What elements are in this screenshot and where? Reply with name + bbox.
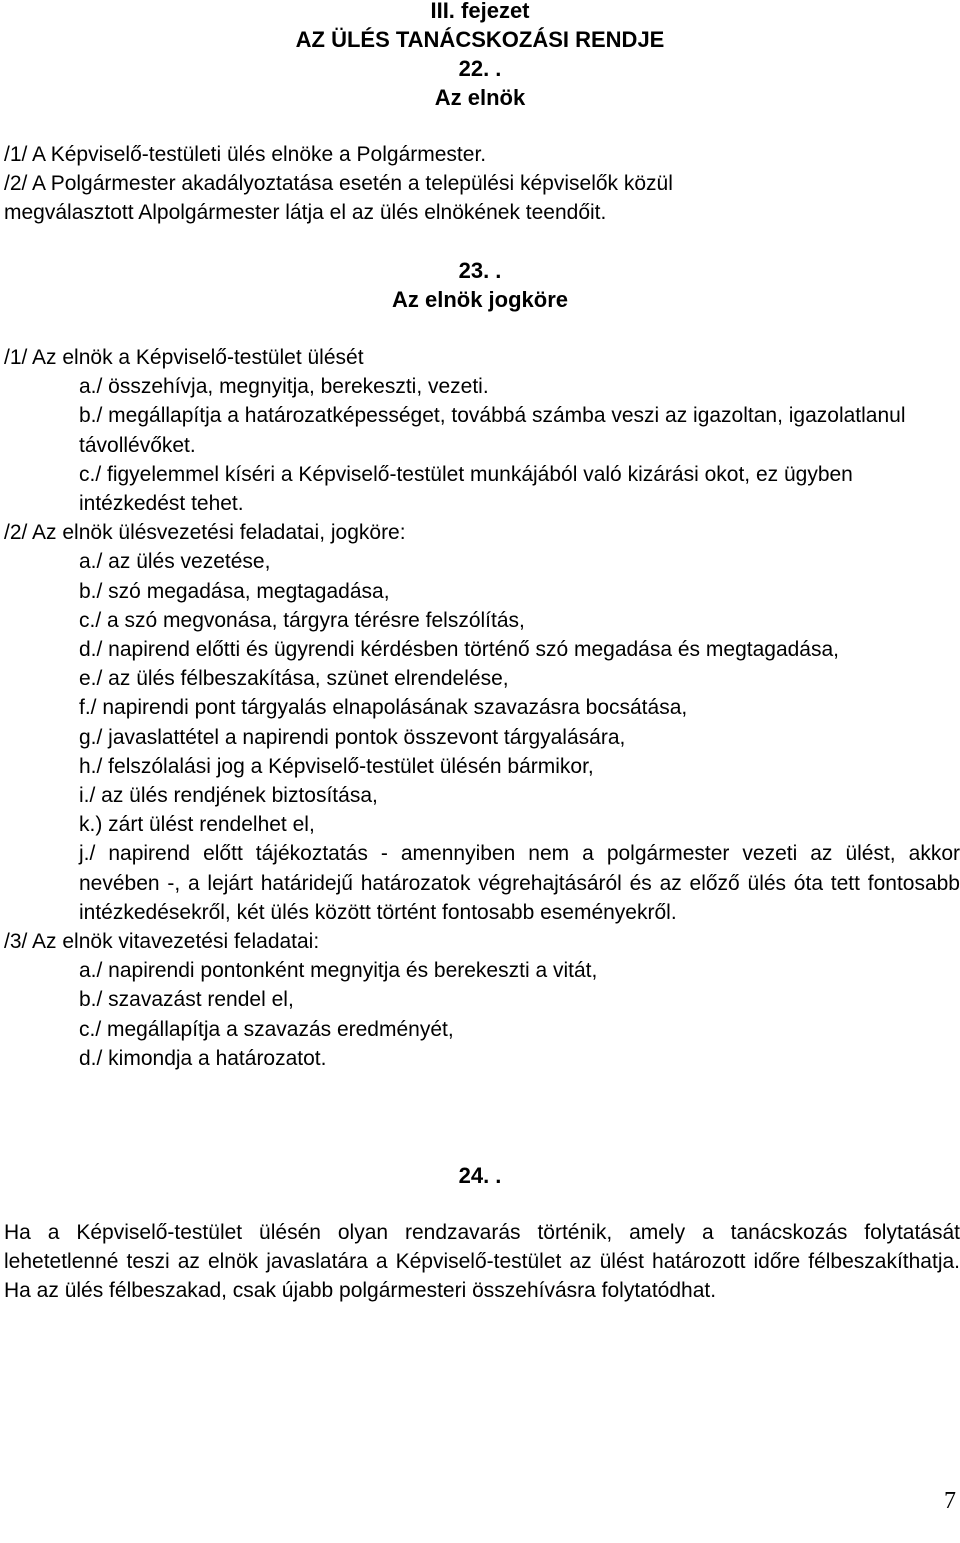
paragraph-text: Ha a Képviselő-testület ülésén olyan rendzavarás történik, amely a tanácskozás folytatását lehetetlenné teszi az elnök javaslatára a Képviselő-testület az ülést határozott időre félbeszakíthatja. Ha az ülés félbeszakad, csak újabb polgármesteri összehívásra folytatódhat. [4, 1221, 960, 1303]
chapter-subtitle: AZ ÜLÉS TANÁCSKOZÁSI RENDJE [295, 27, 665, 52]
list-item: d./ napirend előtti és ügyrendi kérdésben történő szó megadása és megtagadása, [79, 638, 839, 662]
list-item: i./ az ülés rendjének biztosítása, [79, 784, 378, 808]
list-item: a./ összehívja, megnyitja, berekeszti, vezeti. [79, 375, 489, 399]
list-item: h./ felszólalási jog a Képviselő-testület ülésén bármikor, [79, 754, 594, 778]
list-item: c./ figyelemmel kíséri a Képviselő-testület munkájából való kizárási okot, ez ügyben intézkedést tehet. [79, 462, 853, 516]
section-23-body [4, 343, 960, 1073]
list-item: d./ kimondja a határozatot. [79, 1046, 327, 1070]
page-number: 7 [944, 1488, 956, 1514]
paragraph-line: /2/ A Polgármester akadályoztatása esetén a települési képviselők közül [4, 172, 673, 196]
list-item: e./ az ülés félbeszakítása, szünet elrendelése, [79, 667, 509, 691]
section-22-number: 22. . [458, 56, 502, 81]
paragraph-intro: /2/ Az elnök ülésvezetési feladatai, jogköre: [4, 521, 406, 545]
list-item: a./ napirendi pontonként megnyitja és berekeszti a vitát, [79, 959, 598, 983]
paragraph-line: megválasztott Alpolgármester látja el az ülés elnökének teendőit. [4, 201, 607, 225]
section-22-title: Az elnök [434, 85, 526, 110]
section-23-number: 23. . [458, 258, 502, 283]
section-22-body [4, 140, 960, 228]
list-item: b./ szó megadása, megtagadása, [79, 579, 390, 603]
list-item: b./ megállapítja a határozatképességet, továbbá számba veszi az igazoltan, igazolatlanul távollévőket. [79, 404, 906, 457]
list-item: k.) zárt ülést rendelhet el, [79, 813, 315, 837]
list-item: j./ napirend előtt tájékoztatás - amennyiben nem a polgármester vezeti az ülést, akkor nevében -, a lejárt határidejű határozatok végrehajtásáról és az előző ülés óta tett fontosabb intézkedésekről, két ülés között történt fontosabb eseményekről. [79, 842, 960, 924]
list-item: c./ megállapítja a szavazás eredményét, [79, 1017, 454, 1041]
list-item: g./ javaslattétel a napirendi pontok összevont tárgyalására, [79, 725, 626, 749]
list-item: f./ napirendi pont tárgyalás elnapolásának szavazásra bocsátása, [79, 696, 688, 720]
section-23-header [0, 256, 960, 314]
paragraph-line: /1/ A Képviselő-testületi ülés elnöke a Polgármester. [4, 143, 487, 166]
section-24-body [4, 1218, 960, 1306]
paragraph-intro: /3/ Az elnök vitavezetési feladatai: [4, 930, 320, 954]
paragraph-intro: /1/ Az elnök a Képviselő-testület ülését [4, 346, 364, 369]
list-item: c./ a szó megvonása, tárgyra térésre felszólítás, [79, 608, 525, 632]
section-23-title: Az elnök jogköre [391, 287, 569, 312]
section-24-header [0, 1161, 960, 1190]
section-24-number: 24. . [458, 1163, 502, 1188]
chapter-header [0, 0, 960, 112]
chapter-title: III. fejezet [430, 0, 530, 23]
list-item: b./ szavazást rendel el, [79, 988, 294, 1012]
list-item: a./ az ülés vezetése, [79, 550, 271, 574]
